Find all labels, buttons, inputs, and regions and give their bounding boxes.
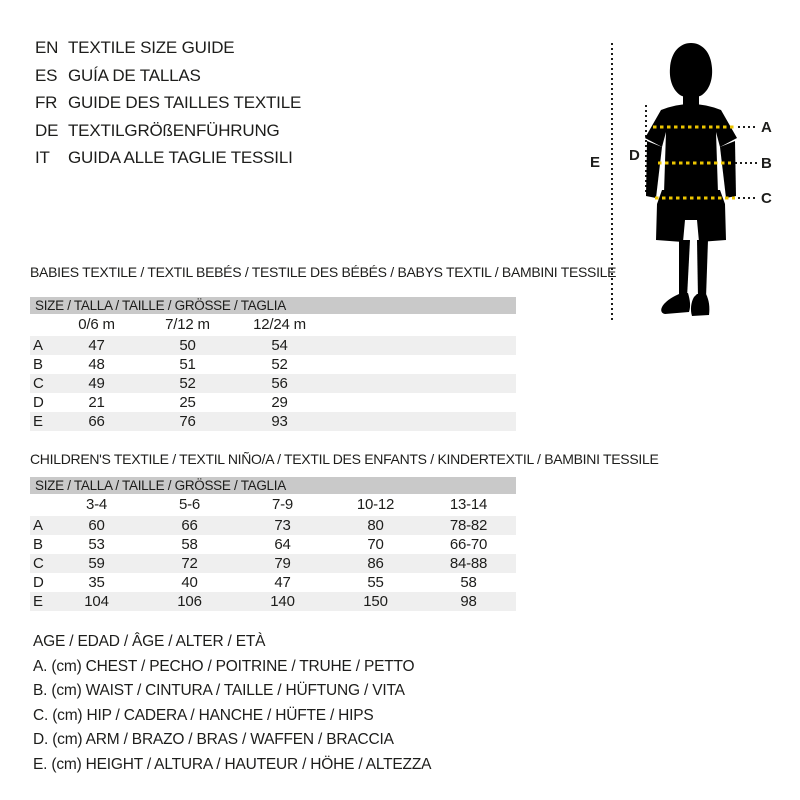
col-header-cell: 7/12 m [165, 316, 210, 333]
silhouette-neck [683, 90, 699, 106]
table-header-bar: SIZE / TALLA / TAILLE / GRÖSSE / TAGLIA [30, 477, 516, 494]
label-B: B [761, 155, 772, 172]
lang-code: DE [35, 120, 59, 140]
babies-section-title: BABIES TEXTILE / TEXTIL BEBÉS / TESTILE DES BÉBÉS / BABYS TEXTIL / BAMBINI TESSILE [30, 264, 617, 280]
column-header-row [30, 314, 516, 336]
value-cell: 58 [460, 574, 477, 591]
table-row [30, 355, 516, 374]
value-cell: 51 [179, 356, 196, 373]
value-cell: 60 [88, 517, 105, 534]
col-header-cell: 10-12 [356, 496, 395, 513]
row-label-cell: A [33, 517, 43, 534]
value-cell: 56 [271, 375, 288, 392]
value-cell: 25 [179, 394, 196, 411]
lang-title: TEXTILE SIZE GUIDE [68, 38, 235, 57]
silhouette-right-leg [697, 240, 708, 298]
column-header-row [30, 494, 516, 516]
value-cell: 104 [84, 593, 109, 610]
value-cell: 47 [88, 337, 105, 354]
value-cell: 48 [88, 356, 105, 373]
silhouette-left-leg [679, 240, 690, 298]
children-size-table [30, 477, 516, 611]
value-cell: 106 [177, 593, 202, 610]
value-cell: 52 [271, 356, 288, 373]
lang-row-de [35, 117, 301, 145]
lang-title: GUIDA ALLE TAGLIE TESSILI [68, 148, 293, 167]
value-cell: 79 [274, 555, 291, 572]
silhouette-left-arm [646, 141, 662, 198]
value-cell: 58 [181, 536, 198, 553]
babies-size-table [30, 297, 516, 431]
label-A: A [761, 119, 772, 136]
lang-code: IT [35, 148, 50, 167]
value-cell: 150 [363, 593, 388, 610]
child-silhouette [645, 43, 737, 316]
row-label-cell: E [33, 413, 43, 430]
value-cell: 35 [88, 574, 105, 591]
table-row [30, 535, 516, 554]
silhouette-right-arm [720, 141, 736, 198]
value-cell: 40 [181, 574, 198, 591]
col-header-cell: 13-14 [449, 496, 488, 513]
value-cell: 73 [274, 517, 291, 534]
table-header-bar: SIZE / TALLA / TAILLE / GRÖSSE / TAGLIA [30, 297, 516, 314]
value-cell: 70 [367, 536, 384, 553]
col-header-cell: 5-6 [178, 496, 201, 513]
silhouette-left-shoe [661, 293, 690, 314]
value-cell: 52 [179, 375, 196, 392]
legend-age: AGE / EDAD / ÂGE / ALTER / ETÀ [33, 633, 266, 650]
lang-row-it [35, 144, 301, 172]
row-label-cell [30, 314, 50, 336]
table-row [30, 554, 516, 573]
lang-row-es [35, 62, 301, 90]
lang-code: FR [35, 93, 58, 112]
value-cell: 78-82 [449, 517, 488, 534]
value-cell: 55 [367, 574, 384, 591]
legend-waist: B. (cm) WAIST / CINTURA / TAILLE / HÜFTUNG / VITA [33, 682, 405, 699]
label-D: D [629, 147, 640, 164]
value-cell: 59 [88, 555, 105, 572]
legend-arm: D. (cm) ARM / BRAZO / BRAS / WAFFEN / BRACCIA [33, 731, 394, 748]
row-label-cell: A [33, 337, 43, 354]
label-E: E [590, 154, 600, 171]
lang-code: ES [35, 65, 58, 85]
table-row [30, 516, 516, 535]
label-C: C [761, 190, 772, 207]
row-label-cell: D [33, 394, 44, 411]
lang-code: EN [35, 38, 59, 57]
language-title-list [35, 34, 301, 172]
col-header-cell: 7-9 [271, 496, 294, 513]
value-cell: 76 [179, 413, 196, 430]
value-cell: 47 [274, 574, 291, 591]
legend-chest: A. (cm) CHEST / PECHO / POITRINE / TRUHE / PETTO [33, 657, 415, 675]
value-cell: 140 [270, 593, 295, 610]
value-cell: 66 [181, 517, 198, 534]
value-cell: 64 [274, 536, 291, 553]
col-header-cell: 12/24 m [253, 316, 306, 333]
value-cell: 53 [88, 536, 105, 553]
row-label-cell: E [33, 593, 43, 610]
value-cell: 49 [88, 375, 105, 392]
col-header-cell: 0/6 m [78, 316, 115, 333]
lang-row-fr [35, 89, 301, 117]
value-cell: 66-70 [449, 536, 488, 553]
lang-title: GUÍA DE TALLAS [68, 65, 201, 85]
table-row [30, 592, 516, 611]
table-row [30, 336, 516, 355]
table-row [30, 412, 516, 431]
value-cell: 21 [88, 394, 105, 411]
child-silhouette-diagram [585, 28, 800, 328]
legend-height: E. (cm) HEIGHT / ALTURA / HAUTEUR / HÖHE / ALTEZZA [33, 755, 432, 773]
row-label-cell: C [33, 555, 44, 572]
legend-hip: C. (cm) HIP / CADERA / HANCHE / HÜFTE / HIPS [33, 706, 374, 724]
row-label-cell: B [33, 536, 43, 553]
value-cell: 86 [367, 555, 384, 572]
value-cell: 84-88 [449, 555, 488, 572]
lang-row-en [35, 34, 301, 62]
table-row [30, 393, 516, 412]
value-cell: 54 [271, 337, 288, 354]
value-cell: 29 [271, 394, 288, 411]
row-label-cell: C [33, 375, 44, 392]
value-cell: 66 [88, 413, 105, 430]
value-cell: 98 [460, 593, 477, 610]
row-label-cell: B [33, 356, 43, 373]
children-section-title: CHILDREN'S TEXTILE / TEXTIL NIÑO/A / TEXTIL DES ENFANTS / KINDERTEXTIL / BAMBINI TESSILE [30, 451, 659, 467]
lang-title: TEXTILGRÖßENFÜHRUNG [68, 120, 280, 140]
row-label-cell [30, 494, 50, 516]
table-row [30, 374, 516, 393]
table-row [30, 573, 516, 592]
measurement-figure [585, 28, 800, 328]
value-cell: 93 [271, 413, 288, 430]
row-label-cell: D [33, 574, 44, 591]
value-cell: 80 [367, 517, 384, 534]
lang-title: GUIDE DES TAILLES TEXTILE [68, 93, 302, 112]
silhouette-right-shoe [691, 294, 709, 316]
silhouette-head [670, 43, 712, 97]
col-header-cell: 3-4 [85, 496, 108, 513]
value-cell: 50 [179, 337, 196, 354]
measurement-legend [33, 630, 431, 777]
value-cell: 72 [181, 555, 198, 572]
